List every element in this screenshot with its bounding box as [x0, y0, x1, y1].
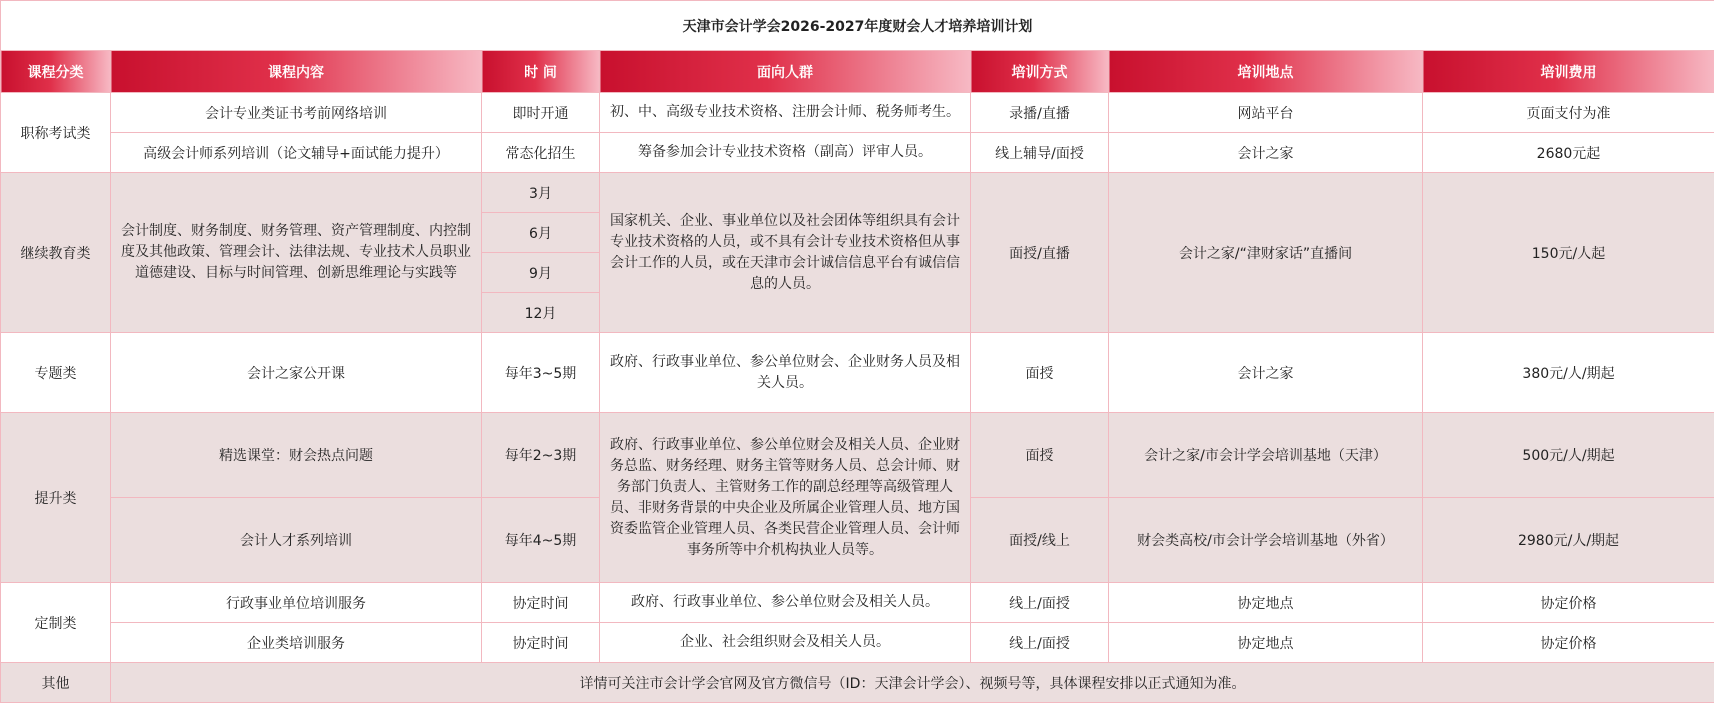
category-cell: 继续教育类 — [1, 173, 111, 333]
header-category: 课程分类 — [1, 51, 111, 93]
fee-cell: 500元/人/期起 — [1423, 413, 1714, 498]
footer-note: 详情可关注市会计学会官网及官方微信号（ID：天津会计学会）、视频号等，具体课程安排以正式通知为准。 — [111, 663, 1714, 703]
table-row — [1, 333, 1714, 413]
location-cell: 会计之家/市会计学会培训基地（天津） — [1109, 413, 1423, 498]
method-cell: 面授/线上 — [971, 498, 1109, 583]
time-cell: 6月 — [482, 213, 600, 253]
header-row — [1, 51, 1714, 93]
content-cell: 会计之家公开课 — [111, 333, 482, 413]
time-cell: 即时开通 — [482, 93, 600, 133]
audience-cell: 企业、社会组织财会及相关人员。 — [600, 623, 971, 663]
location-cell: 网站平台 — [1109, 93, 1423, 133]
fee-cell: 页面支付为准 — [1423, 93, 1714, 133]
table-row — [1, 173, 1714, 213]
location-cell: 会计之家 — [1109, 133, 1423, 173]
location-cell: 会计之家 — [1109, 333, 1423, 413]
content-cell: 企业类培训服务 — [111, 623, 482, 663]
header-content: 课程内容 — [111, 51, 482, 93]
category-cell: 提升类 — [1, 413, 111, 583]
header-time: 时 间 — [482, 51, 600, 93]
table-row — [1, 413, 1714, 498]
method-cell: 线上/面授 — [971, 583, 1109, 623]
content-cell: 行政事业单位培训服务 — [111, 583, 482, 623]
location-cell: 协定地点 — [1109, 623, 1423, 663]
header-location: 培训地点 — [1109, 51, 1423, 93]
header-audience: 面向人群 — [600, 51, 971, 93]
audience-cell: 筹备参加会计专业技术资格（副高）评审人员。 — [600, 133, 971, 173]
table-row — [1, 93, 1714, 133]
method-cell: 线上/面授 — [971, 623, 1109, 663]
location-cell: 协定地点 — [1109, 583, 1423, 623]
content-cell: 会计制度、财务制度、财务管理、资产管理制度、内控制度及其他政策、管理会计、法律法规、专业技术人员职业道德建设、目标与时间管理、创新思维理论与实践等 — [111, 173, 482, 333]
time-cell: 12月 — [482, 293, 600, 333]
time-cell: 协定时间 — [482, 623, 600, 663]
fee-cell: 2980元/人/期起 — [1423, 498, 1714, 583]
fee-cell: 150元/人起 — [1423, 173, 1714, 333]
time-cell: 3月 — [482, 173, 600, 213]
header-fee: 培训费用 — [1423, 51, 1714, 93]
page-title: 天津市会计学会2026-2027年度财会人才培养培训计划 — [1, 1, 1714, 51]
table-row — [1, 583, 1714, 623]
method-cell: 面授 — [971, 413, 1109, 498]
method-cell: 线上辅导/面授 — [971, 133, 1109, 173]
content-cell: 会计专业类证书考前网络培训 — [111, 93, 482, 133]
category-cell: 定制类 — [1, 583, 111, 663]
audience-cell: 政府、行政事业单位、参公单位财会及相关人员、企业财务总监、财务经理、财务主管等财务人员、总会计师、财务部门负责人、主管财务工作的副总经理等高级管理人员、非财务背景的中央企业及所属企业管理人员、地方国资委监管企业管理人员、各类民营企业管理人员、会计师事务所等中介机构执业人员等。 — [600, 413, 971, 583]
category-cell: 专题类 — [1, 333, 111, 413]
fee-cell: 协定价格 — [1423, 583, 1714, 623]
category-cell: 其他 — [1, 663, 111, 703]
time-cell: 每年3~5期 — [482, 333, 600, 413]
category-cell: 职称考试类 — [1, 93, 111, 173]
fee-cell: 协定价格 — [1423, 623, 1714, 663]
fee-cell: 2680元起 — [1423, 133, 1714, 173]
table-row — [1, 133, 1714, 173]
header-method: 培训方式 — [971, 51, 1109, 93]
time-cell: 常态化招生 — [482, 133, 600, 173]
audience-cell: 国家机关、企业、事业单位以及社会团体等组织具有会计专业技术资格的人员，或不具有会计专业技术资格但从事会计工作的人员，或在天津市会计诚信信息平台有诚信信息的人员。 — [600, 173, 971, 333]
audience-cell: 初、中、高级专业技术资格、注册会计师、税务师考生。 — [600, 93, 971, 133]
time-cell: 9月 — [482, 253, 600, 293]
time-cell: 协定时间 — [482, 583, 600, 623]
method-cell: 面授 — [971, 333, 1109, 413]
time-cell: 每年2~3期 — [482, 413, 600, 498]
content-cell: 精选课堂：财会热点问题 — [111, 413, 482, 498]
content-cell: 会计人才系列培训 — [111, 498, 482, 583]
content-cell: 高级会计师系列培训（论文辅导+面试能力提升） — [111, 133, 482, 173]
location-cell: 财会类高校/市会计学会培训基地（外省） — [1109, 498, 1423, 583]
audience-cell: 政府、行政事业单位、参公单位财会、企业财务人员及相关人员。 — [600, 333, 971, 413]
method-cell: 录播/直播 — [971, 93, 1109, 133]
fee-cell: 380元/人/期起 — [1423, 333, 1714, 413]
audience-cell: 政府、行政事业单位、参公单位财会及相关人员。 — [600, 583, 971, 623]
location-cell: 会计之家/“津财家话”直播间 — [1109, 173, 1423, 333]
method-cell: 面授/直播 — [971, 173, 1109, 333]
time-cell: 每年4~5期 — [482, 498, 600, 583]
table-row — [1, 623, 1714, 663]
